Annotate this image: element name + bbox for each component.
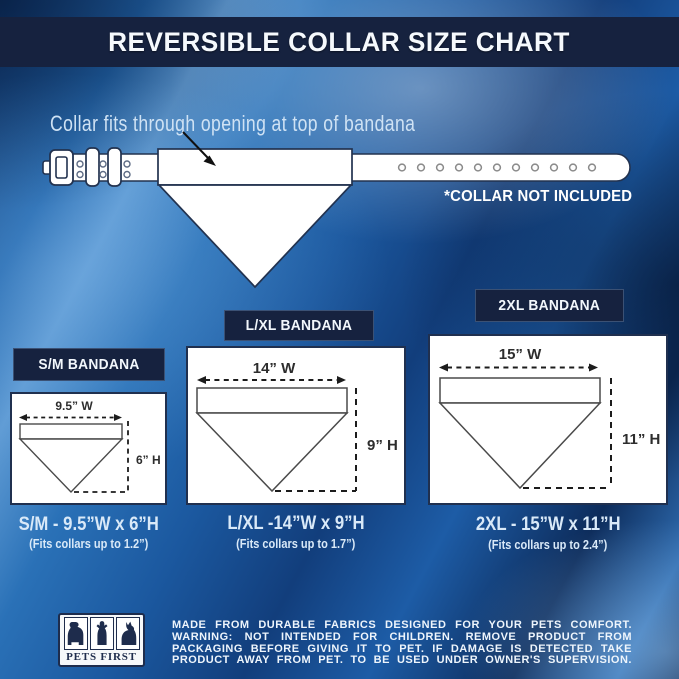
bandana-triangle <box>159 185 351 287</box>
size-caption-2xl-text: 2XL - 15”W x 11”H <box>475 514 621 535</box>
bandana-outline-triangle <box>20 439 122 492</box>
width-label: 9.5” W <box>55 399 93 413</box>
size-fits-2xl-text: (Fits collars up to 2.4”) <box>488 538 608 552</box>
bandana-outline-sleeve <box>197 388 347 413</box>
bandana-outline-triangle <box>197 413 347 491</box>
height-label: 11” H <box>622 431 661 448</box>
warning-line: MADE FROM DURABLE FABRICS DESIGNED FOR YOUR PETS COMFORT. <box>172 619 632 631</box>
collar-keeper <box>86 148 99 186</box>
size-diagram-lxl <box>188 348 404 503</box>
size-caption-sm <box>0 514 177 536</box>
warning-line: PACKAGING BEFORE GIVING IT TO PET. IF DAMAGE IS DETECTED TAKE <box>172 642 632 655</box>
width-label: 15” W <box>498 346 542 363</box>
bandana-outline-sleeve <box>440 378 600 403</box>
size-fits-2xl <box>428 538 668 552</box>
bandana-sleeve <box>158 149 352 185</box>
warning-text <box>172 620 632 667</box>
width-arrow <box>197 376 346 384</box>
size-caption-lxl-text: L/XL -14”W x 9”H <box>227 513 365 534</box>
size-label-lxl <box>224 310 374 341</box>
collar-bandana-illustration <box>0 0 679 320</box>
begging-dog-icon <box>90 617 114 650</box>
size-panel-lxl <box>186 346 406 505</box>
collar-caption-text: Collar fits through opening at top of bandana <box>50 111 416 136</box>
warning-line: WARNING: NOT INTENDED FOR CHILDREN. REMOVE PRODUCT FROM <box>172 630 632 643</box>
logo-dog-row <box>64 617 140 650</box>
size-diagram-2xl <box>430 336 666 503</box>
size-caption-sm-text: S/M - 9.5”W x 6”H <box>18 514 159 535</box>
bandana-outline-triangle <box>440 403 600 488</box>
width-label: 14” W <box>252 360 296 377</box>
buckle-frame-icon <box>50 150 73 185</box>
size-diagram-sm <box>12 394 165 503</box>
size-fits-lxl-text: (Fits collars up to 1.7”) <box>236 537 356 551</box>
sitting-dog-icon <box>64 617 88 650</box>
page-title: REVERSIBLE COLLAR SIZE CHART <box>108 26 571 57</box>
warning-line: PRODUCT AWAY FROM PET. TO BE USED UNDER OWNER'S SUPERVISION. <box>172 654 632 667</box>
height-label: 6” H <box>136 453 161 467</box>
brand-name: PETS FIRST <box>66 651 137 663</box>
brand-logo <box>58 613 145 667</box>
size-fits-lxl <box>186 537 406 551</box>
collar-keeper <box>108 148 121 186</box>
shepherd-dog-icon <box>116 617 140 650</box>
size-label-lxl-text: L/XL BANDANA <box>245 317 353 334</box>
size-panel-sm <box>10 392 167 505</box>
width-arrow <box>19 414 122 421</box>
size-panel-2xl <box>428 334 668 505</box>
size-label-sm <box>13 348 165 381</box>
size-label-2xl <box>475 289 624 322</box>
collar-note-text: *COLLAR NOT INCLUDED <box>444 188 633 205</box>
size-label-sm-text: S/M BANDANA <box>38 356 140 373</box>
size-fits-sm-text: (Fits collars up to 1.2”) <box>28 537 149 551</box>
collar-note <box>430 188 633 206</box>
width-arrow <box>439 364 598 372</box>
size-fits-sm <box>0 537 177 551</box>
size-label-2xl-text: 2XL BANDANA <box>498 297 601 314</box>
bandana-outline-sleeve <box>20 424 122 439</box>
height-label: 9” H <box>367 437 398 454</box>
size-caption-2xl <box>428 514 668 536</box>
size-caption-lxl <box>186 513 406 535</box>
